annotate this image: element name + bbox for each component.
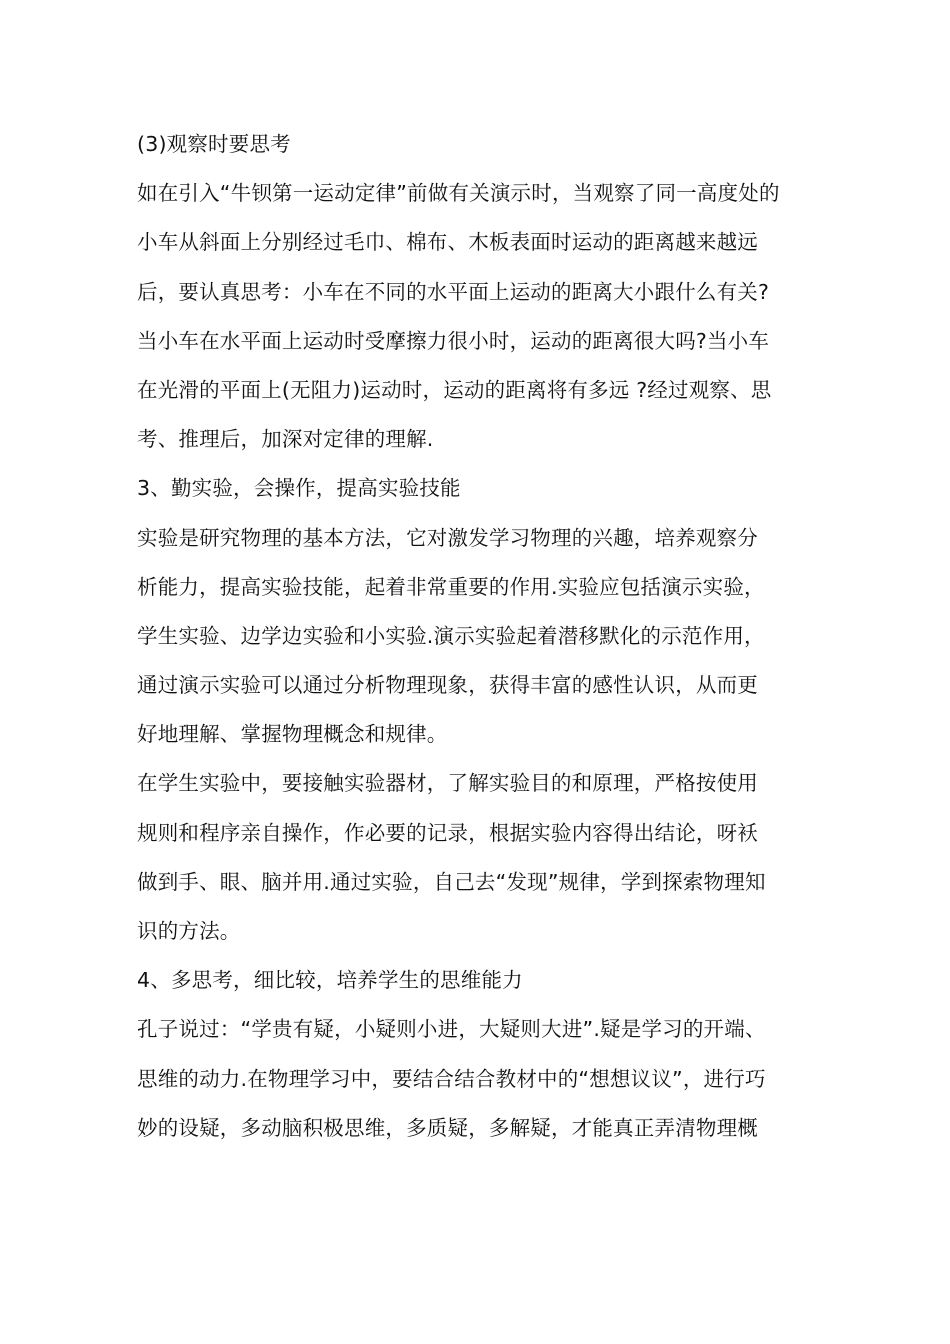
paragraph-line: 当小车在水平面上运动时受摩擦力很小时，运动的距离很大吗?当小车 — [137, 328, 770, 353]
paragraph-line: 实验是研究物理的基本方法，它对激发学习物理的兴趣，培养观察分 — [137, 525, 758, 550]
paragraph-line: 识的方法。 — [137, 919, 241, 943]
paragraph-line: 如在引入“牛钡第一运动定律”前做有关演示时，当观察了同一高度处的 — [137, 181, 780, 206]
document-body — [137, 120, 827, 1153]
paragraph-line: 在光滑的平面上(无阻力)运动时，运动的距离将有多远 ?经过观察、思 — [137, 377, 772, 402]
paragraph-line: 析能力，提高实验技能，起着非常重要的作用.实验应包括演示实验， — [137, 574, 765, 599]
paragraph-line: 小车从斜面上分别经过毛巾、棉布、木板表面时运动的距离越来越远 — [137, 230, 758, 255]
paragraph-line: 妙的设疑，多动脑积极思维，多质疑，多解疑，才能真正弄清物理概 — [137, 1115, 758, 1140]
paragraph-line: 思维的动力.在物理学习中，要结合结合教材中的“想想议议”，进行巧 — [137, 1066, 766, 1091]
paragraph-line: 后，要认真思考：小车在不同的水平面上运动的距离大小跟什么有关? — [137, 279, 770, 304]
section-heading-4: 4、多思考，细比较，培养学生的思维能力 — [137, 968, 523, 993]
paragraph-line: 规则和程序亲自操作，作必要的记录，根据实验内容得出结论，呀袄 — [137, 820, 758, 845]
paragraph-line: 考、推理后，加深对定律的理解. — [137, 427, 434, 452]
section-heading-3: 3、勤实验，会操作，提高实验技能 — [137, 476, 461, 501]
paragraph-line: 孔子说过：“学贵有疑，小疑则小进，大疑则大进”.疑是学习的开端、 — [137, 1017, 766, 1042]
paragraph-line: 学生实验、边学边实验和小实验.演示实验起着潜移默化的示范作用， — [137, 623, 765, 648]
paragraph-line: 做到手、眼、脑并用.通过实验，自己去“发现”规律，学到探索物理知 — [137, 869, 766, 894]
paragraph-line: 通过演示实验可以通过分析物理现象，获得丰富的感性认识，从而更 — [137, 673, 758, 698]
paragraph-line: 在学生实验中，要接触实验器材，了解实验目的和原理，严格按使用 — [137, 771, 758, 796]
paragraph-line: 好地理解、掌握物理概念和规律。 — [137, 722, 448, 747]
subheading-observe-think: (3)观察时要思考 — [137, 132, 291, 156]
